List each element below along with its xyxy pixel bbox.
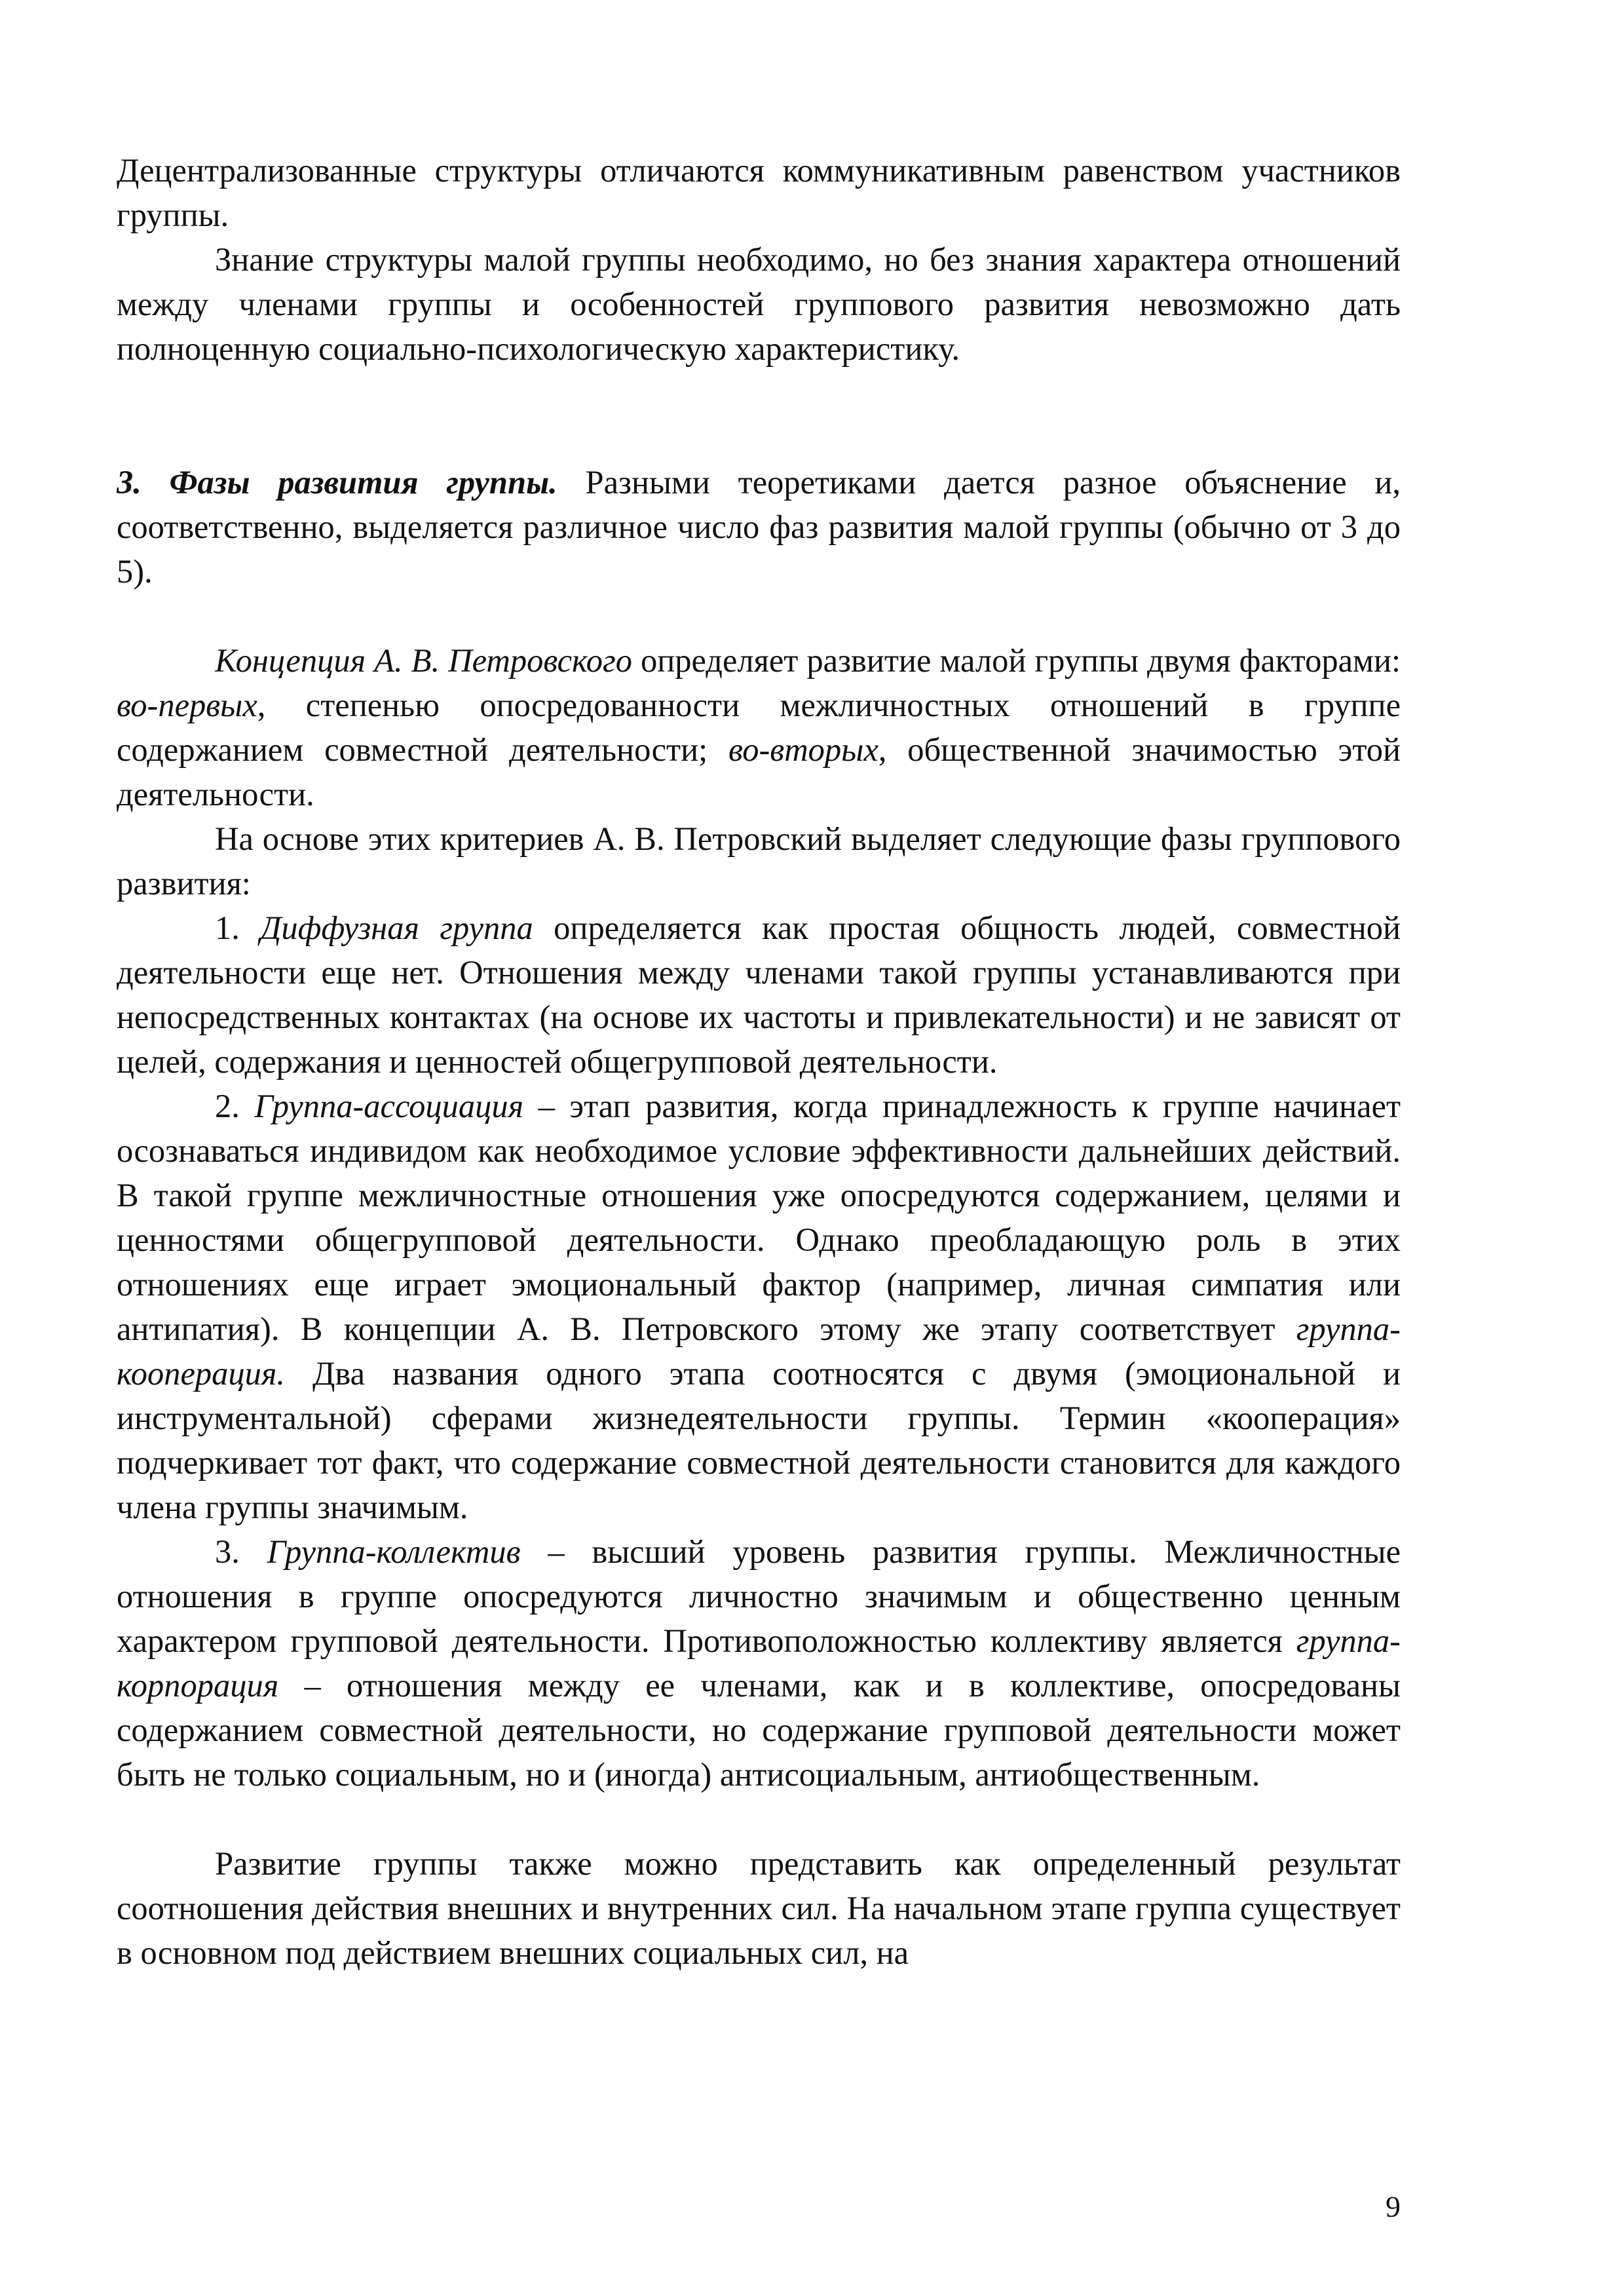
page-body: [117, 148, 1401, 1975]
concept-term: Концепция А. В. Петровского: [215, 642, 632, 679]
paragraph-criteria: На основе этих критериев А. В. Петровский выделяет следующие фазы группового развития:: [117, 820, 1401, 902]
first-factor-term: во-первых: [117, 687, 257, 723]
diffuse-group-term: Диффузная группа: [260, 909, 533, 946]
group-association-term: Группа-ассоциация: [254, 1088, 524, 1124]
list-item-group-collective: 3. Группа-коллектив – высший уровень развития группы. Межличностные отношения в группе опосредуются личностно значимым и общественно ценным характером групповой деятельности. Противоположностью коллективу является группа-корпорация – отношения между ее членами, как и в коллективе, опосредованы содержанием совместной деятельности, но содержание групповой деятельности может быть не только социальным, но и (иногда) антисоциальным, антиобщественным.: [117, 1533, 1401, 1793]
list-item-diffuse-group: 1. Диффузная группа определяется как простая общность людей, совместной деятельности еще нет. Отношения между членами такой группы устанавливаются при непосредственных контактах (на основе их частоты и привлекательности) и не зависят от целей, содержания и ценностей общегрупповой деятельности.: [117, 909, 1401, 1080]
section-title: Фазы развития группы.: [169, 464, 557, 501]
section-intro-text: Разными теоретиками дается разное объяснение и, соответственно, выделяется различное число фаз развития малой группы (обычно от 3 до 5).: [117, 464, 1401, 590]
group-corporation-term: группа-корпорация: [117, 1622, 1401, 1704]
paragraph-decentralized: Децентрализованные структуры отличаются коммуникативным равенством участников группы.: [117, 152, 1401, 233]
second-factor-term: во-вторых: [728, 731, 878, 768]
paragraph-group-development-forces: Развитие группы также можно представить как определенный результат соотношения действия внешних и внутренних сил. На начальном этапе группа существует в основном под действием внешних социальных сил, на: [117, 1845, 1401, 1971]
paragraph-petrovsky-concept: Концепция А. В. Петровского определяет развитие малой группы двумя факторами: во-первых, степенью опосредованности межличностных отношений в группе содержанием совместной деятельности; во-вторых, общественной значимостью этой деятельности.: [117, 642, 1401, 813]
paragraph-structure-knowledge: Знание структуры малой группы необходимо, но без знания характера отношений между членами группы и особенностей группового развития невозможно дать полноценную социально-психологическую характеристику.: [117, 241, 1401, 367]
group-collective-term: Группа-коллектив: [267, 1533, 521, 1570]
page-number: 9: [1386, 2190, 1401, 2223]
section-group-phases: [117, 460, 1401, 594]
group-cooperation-term: группа-кооперация.: [117, 1311, 1401, 1392]
section-number: 3.: [117, 464, 142, 501]
list-item-group-association: 2. Группа-ассоциация – этап развития, когда принадлежность к группе начинает осознаваться индивидом как необходимое условие эффективности дальнейших действий. В такой группе межличностные отношения уже опосредуются содержанием, целями и ценностями общегрупповой деятельности. Однако преобладающую роль в этих отношениях еще играет эмоциональный фактор (например, личная симпатия или антипатия). В концепции А. В. Петровского этому же этапу соответствует группа-кооперация. Два названия одного этапа соотносятся с двумя (эмоциональной и инструментальной) сферами жизнедеятельности группы. Термин «кооперация» подчеркивает тот факт, что содержание совместной деятельности становится для каждого члена группы значимым.: [117, 1088, 1401, 1525]
